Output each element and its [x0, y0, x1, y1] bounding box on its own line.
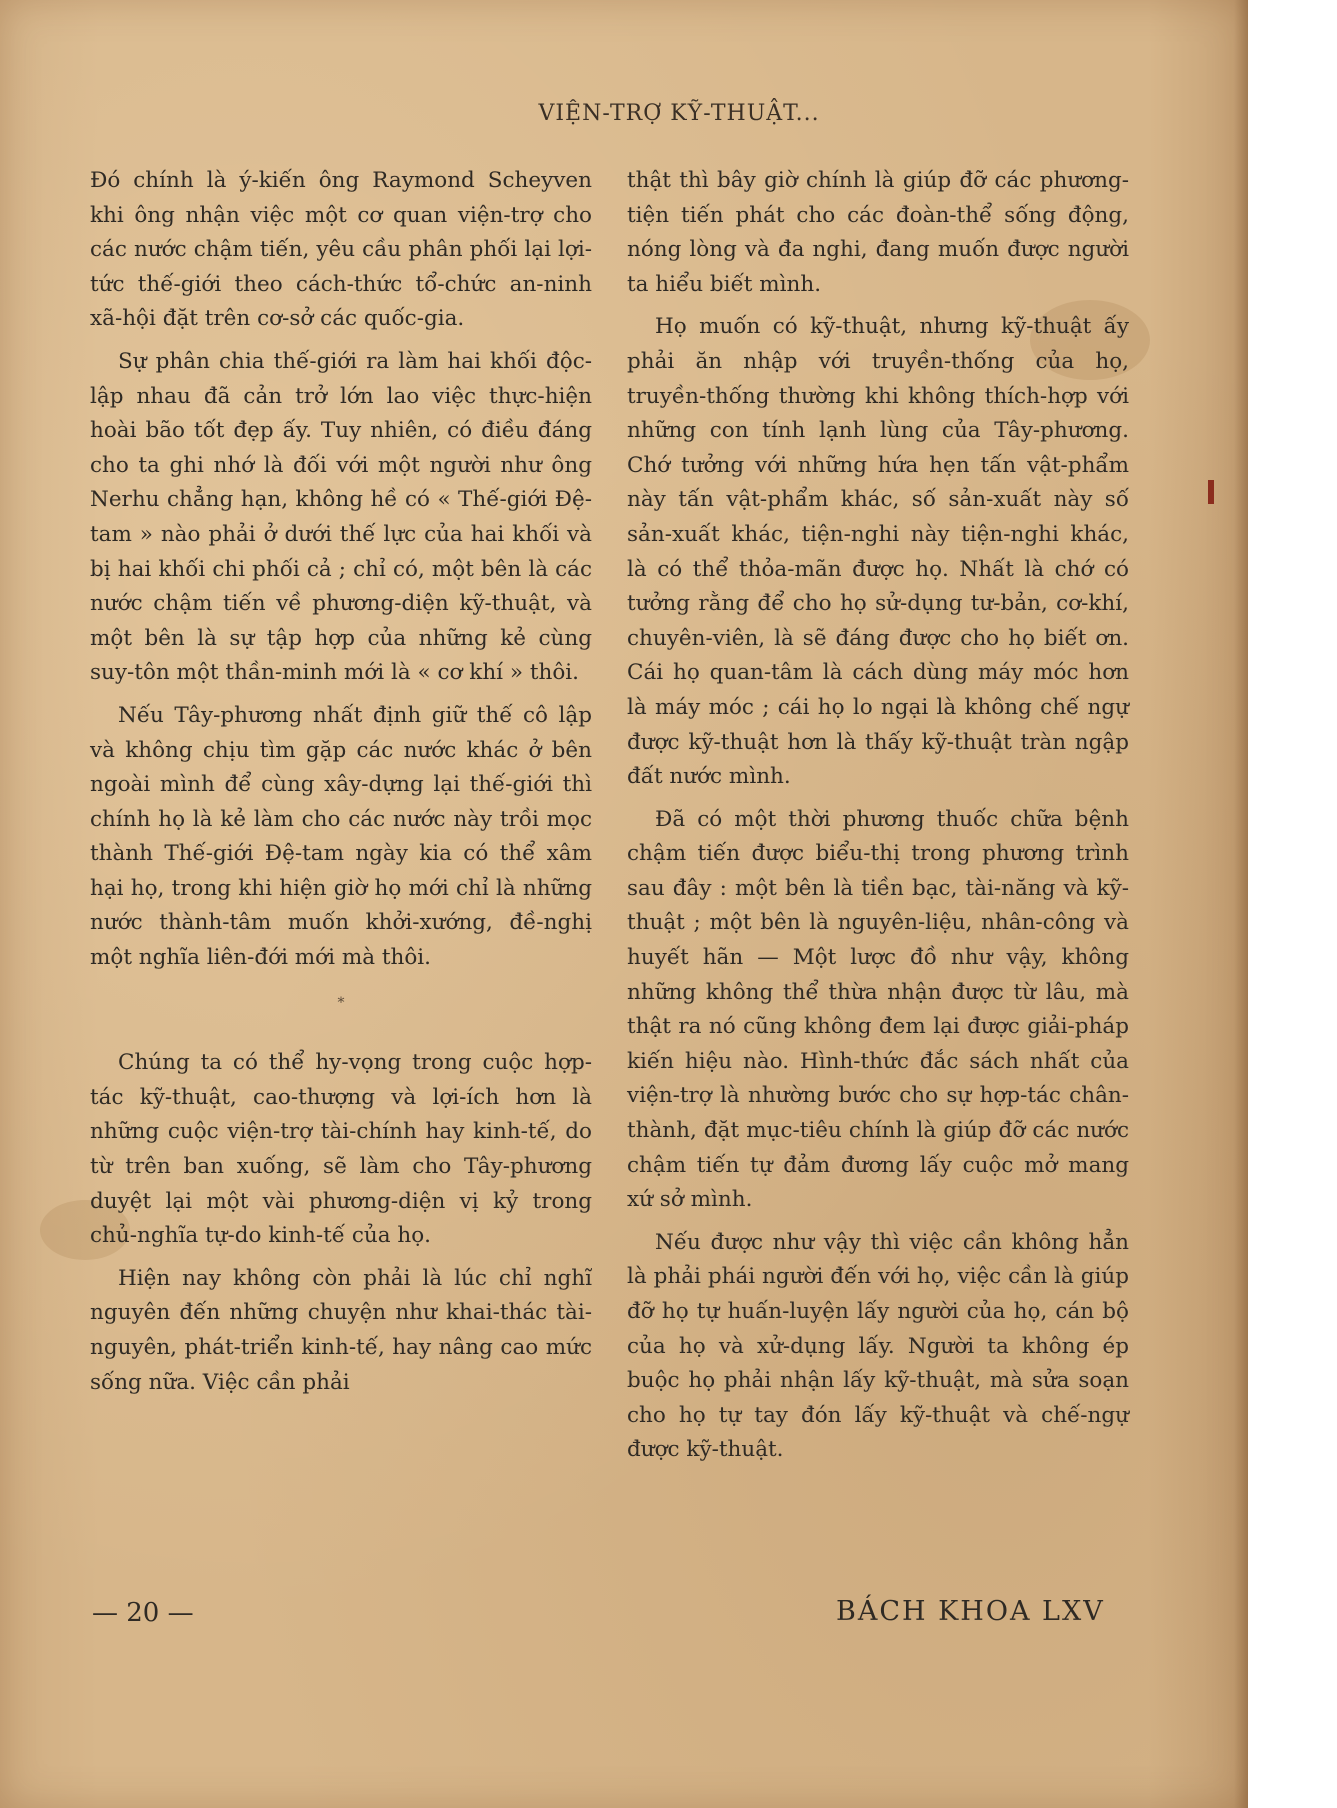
running-title: VIỆN-TRỢ KỸ-THUẬT... — [538, 101, 820, 126]
paragraph: Đó chính là ý-kiến ông Raymond Scheyven khi ông nhận việc một cơ quan viện-trợ cho các nước chậm tiến, yêu cầu phân phối lại lợi-tức thế-giới theo cách-thức tổ-chức an-ninh xã-hội đặt trên cơ-sở các quốc-gia. — [90, 168, 592, 332]
paragraph: Nếu được như vậy thì việc cần không hẳn là phải phái người đến với họ, việc cần là giúp đỡ họ tự huấn-luyện lấy người của họ, cán bộ của họ và xử-dụng lấy. Người ta không ép buộc họ phải nhận lấy kỹ-thuật, mà sửa soạn cho họ tự tay đón lấy kỹ-thuật và chế-ngự được kỹ-thuật. — [627, 1229, 1129, 1463]
paragraph: Họ muốn có kỹ-thuật, nhưng kỹ-thuật ấy phải ăn nhập với truyền-thống của họ, truyền-thống thường khi không thích-hợp với những con tính lạnh lùng của Tây-phương. Chớ tưởng với những hứa hẹn tấn vật-phẩm này tấn vật-phẩm khác, số sản-xuất này số sản-xuất khác, tiện-nghi này tiện-nghi khác, là có thể thỏa-mãn được họ. Nhất là chớ có tưởng rằng để cho họ sử-dụng tư-bản, cơ-khí, chuyên-viên, là sẽ đáng được cho họ biết ơn. Cái họ quan-tâm là cách dùng máy móc hơn là máy móc ; cái họ lo ngại là không chế ngự được kỹ-thuật hơn là thấy kỹ-thuật tràn ngập đất nước mình. — [627, 314, 1129, 790]
page-edge-shadow — [1234, 0, 1248, 1808]
section-separator: * — [337, 994, 345, 1011]
right-column — [627, 164, 1129, 1476]
page-marker — [1208, 480, 1214, 504]
paragraph: Nếu Tây-phương nhất định giữ thế cô lập và không chịu tìm gặp các nước khác ở bên ngoài mình để cùng xây-dựng lại thế-giới thì chính họ là kẻ làm cho các nước này trồi mọc thành Thế-giới Đệ-tam ngày kia có thể xâm hại họ, trong khi hiện giờ họ mới chỉ là những nước thành-tâm muốn khởi-xướng, đề-nghị một nghĩa liên-đới mới mà thôi. — [90, 702, 592, 971]
paragraph: Sự phân chia thế-giới ra làm hai khối độc-lập nhau đã cản trở lớn lao việc thực-hiện hoài bão tốt đẹp ấy. Tuy nhiên, có điều đáng cho ta ghi nhớ là đối với một người như ông Nerhu chẳng hạn, không hề có « Thế-giới Đệ-tam » nào phải ở dưới thế lực của hai khối và bị hai khối chi phối cả ; chỉ có, một bên là các nước chậm tiến về phương-diện kỹ-thuật, và một bên là sự tập hợp của những kẻ cùng suy-tôn một thần-minh mới là « cơ khí » thôi. — [90, 348, 592, 686]
left-column — [90, 164, 592, 1408]
paragraph: Hiện nay không còn phải là lúc chỉ nghĩ nguyên đến những chuyện như khai-thác tài-nguyên, phát-triển kinh-tế, hay nâng cao mức sống nữa. Việc cần phải — [90, 1265, 592, 1395]
magazine-title: BÁCH KHOA LXV — [836, 1596, 1105, 1627]
paragraph: thật thì bây giờ chính là giúp đỡ các phương-tiện tiến phát cho các đoàn-thể sống động, nóng lòng và đa nghi, đang muốn được người ta hiểu biết mình. — [627, 168, 1129, 297]
running-header — [0, 101, 1248, 126]
page-number: — 20 — — [92, 1598, 194, 1628]
paragraph: Chúng ta có thể hy-vọng trong cuộc hợp-tác kỹ-thuật, cao-thượng và lợi-ích hơn là những cuộc viện-trợ tài-chính hay kinh-tế, do từ trên ban xuống, sẽ làm cho Tây-phương duyệt lại một vài phương-diện vị kỷ trong chủ-nghĩa tự-do kinh-tế của họ. — [90, 1050, 592, 1249]
paragraph: Đã có một thời phương thuốc chữa bệnh chậm tiến được biểu-thị trong phương trình sau đây : một bên là tiền bạc, tài-năng và kỹ-thuật ; một bên là nguyên-liệu, nhân-công và huyết hãn — Một lược đồ như vậy, không những không thể thừa nhận được từ lâu, mà thật ra nó cũng không đem lại được giải-pháp kiến hiệu nào. Hình-thức đắc sách nhất của viện-trợ là nhường bước cho sự hợp-tác chân-thành, đặt mục-tiêu chính là giúp đỡ các nước chậm tiến tự đảm đương lấy cuộc mở mang xứ sở mình. — [627, 806, 1129, 1213]
